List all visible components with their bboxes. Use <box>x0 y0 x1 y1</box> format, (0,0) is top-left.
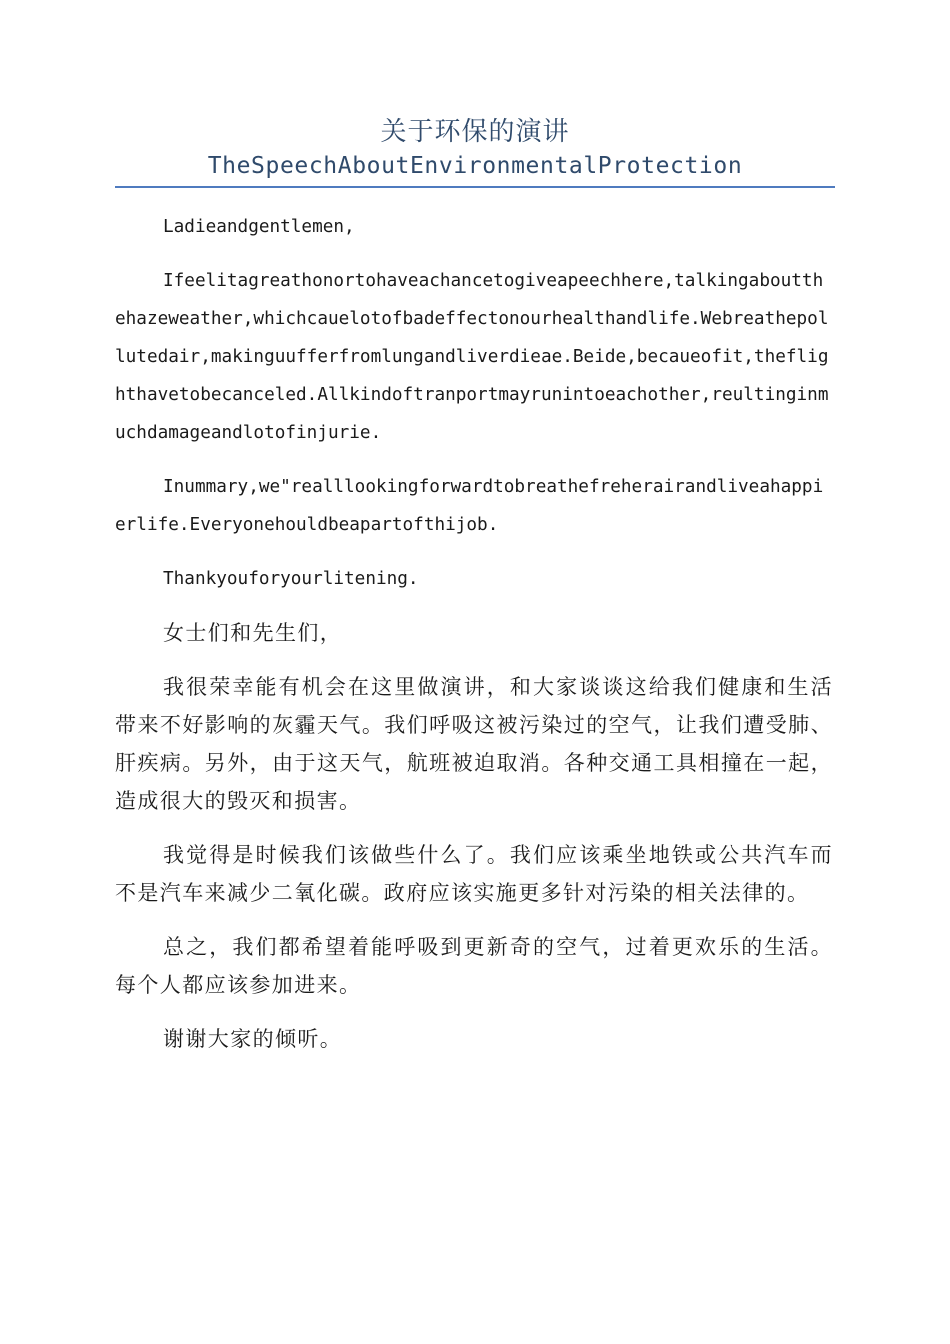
cn-summary-paragraph: 总之，我们都希望着能呼吸到更新奇的空气，过着更欢乐的生活。每个人都应该参加进来。 <box>115 935 833 997</box>
cn-greeting-paragraph: 女士们和先生们， <box>163 621 343 645</box>
en-summary-paragraph: Inummary,we"realllookingforwardtobreathefreherairandliveahappierlife.Everyonehouldbeapartofthijob. <box>115 477 824 535</box>
cn-closing-paragraph: 谢谢大家的倾听。 <box>163 1027 343 1051</box>
page-title-chinese: 关于环保的演讲 <box>380 117 570 147</box>
page-title-english: TheSpeechAboutEnvironmentalProtection <box>207 153 743 179</box>
cn-action-paragraph: 我觉得是时候我们该做些什么了。我们应该乘坐地铁或公共汽车而不是汽车来减少二氧化碳。政府应该实施更多针对污染的相关法律的。 <box>115 843 833 905</box>
en-body-paragraph: Ifeelitagreathonortohaveachancetogiveapeechhere,talkingaboutthehazeweather,whichcauelotofbadeffectonourhealthandlife.Webreathepollutedair,makinguufferfromlungandliverdieae.Beide,becaueofit,theflighthavetobecanceled.Allkindoftranportmayrunintoeachother,reultinginmuchdamageandlotofinjurie. <box>115 271 829 443</box>
en-greeting-paragraph: Ladieandgentlemen, <box>163 217 355 237</box>
cn-body-paragraph: 我很荣幸能有机会在这里做演讲，和大家谈谈这给我们健康和生活带来不好影响的灰霾天气。我们呼吸这被污染过的空气，让我们遭受肺、肝疾病。另外，由于这天气，航班被迫取消。各种交通工具相撞在一起，造成很大的毁灭和损害。 <box>115 675 833 813</box>
document-body <box>115 208 833 1074</box>
title-divider <box>115 186 835 188</box>
en-closing-paragraph: Thankyouforyourlitening. <box>163 569 419 589</box>
title-block <box>115 114 835 182</box>
